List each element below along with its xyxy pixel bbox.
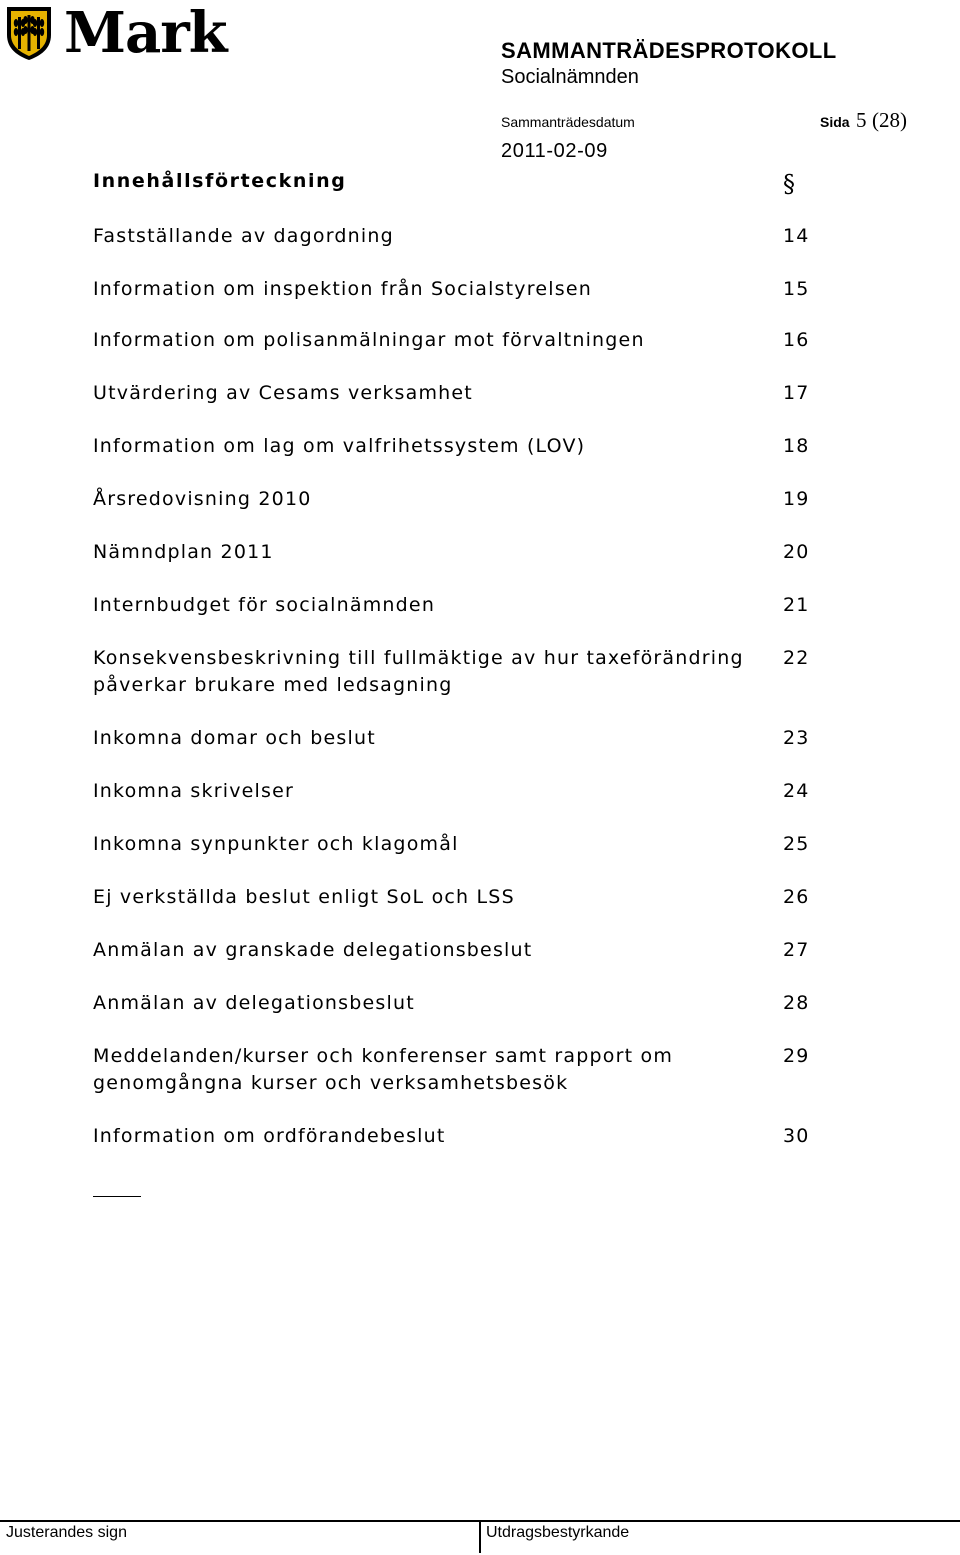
toc-item-title: Konsekvensbeskrivning till fullmäktige av hur taxeförändring påverkar brukare med ledsagning [93, 647, 744, 696]
certification-field-label: Utdragsbestyrkande [486, 1524, 630, 1541]
toc-item-title: Information om ordförandebeslut [93, 1125, 446, 1147]
meeting-date-label: Sammanträdesdatum [501, 114, 635, 130]
toc-item-title: Anmälan av delegationsbeslut [93, 992, 415, 1014]
committee-name: Socialnämnden [501, 66, 639, 88]
toc-item-page: 27 [783, 939, 810, 961]
toc-item-page: 17 [783, 382, 810, 404]
toc-item-title: Information om inspektion från Socialstyrelsen [93, 278, 592, 300]
paragraph-column-header: § [783, 170, 795, 198]
toc-item-title: Information om polisanmälningar mot förvaltningen [93, 329, 645, 351]
meeting-date: 2011-02-09 [501, 140, 608, 162]
toc-item-title: Inkomna skrivelser [93, 780, 295, 802]
page-total: (28) [872, 108, 907, 132]
toc-item-page: 22 [783, 647, 810, 669]
toc-item-page: 29 [783, 1045, 810, 1067]
toc-item-title: Årsredovisning 2010 [93, 488, 312, 510]
municipal-coat-of-arms-icon [4, 5, 54, 61]
toc-item-title: Information om lag om valfrihetssystem (LOV) [93, 435, 586, 457]
toc-item-page: 20 [783, 541, 810, 563]
toc-item-page: 15 [783, 278, 810, 300]
toc-item-title: Internbudget för socialnämnden [93, 594, 436, 616]
toc-item-page: 30 [783, 1125, 810, 1147]
toc-item-page: 14 [783, 225, 810, 247]
toc-item-page: 24 [783, 780, 810, 802]
toc-item-page: 21 [783, 594, 810, 616]
signature-field-label: Justerandes sign [6, 1524, 127, 1541]
toc-item-page: 18 [783, 435, 810, 457]
toc-heading: Innehållsförteckning [93, 170, 347, 192]
toc-item-title: Fastställande av dagordning [93, 225, 394, 247]
page-label: Sida [820, 114, 850, 130]
toc-item-title: Inkomna domar och beslut [93, 727, 376, 749]
toc-item-title: Utvärdering av Cesams verksamhet [93, 382, 473, 404]
footer-divider [479, 1520, 481, 1553]
toc-item-title: Ej verkställda beslut enligt SoL och LSS [93, 886, 515, 908]
section-end-rule [93, 1196, 141, 1197]
toc-item-page: 28 [783, 992, 810, 1014]
toc-item-page: 25 [783, 833, 810, 855]
toc-item-page: 16 [783, 329, 810, 351]
municipality-logo [4, 2, 234, 64]
toc-item-page: 23 [783, 727, 810, 749]
toc-item-page: 26 [783, 886, 810, 908]
toc-item-title: Meddelanden/kurser och konferenser samt rapport om genomgångna kurser och verksamhetsbesök [93, 1045, 674, 1094]
toc-item-page: 19 [783, 488, 810, 510]
page-number: 5 [856, 108, 867, 132]
document-title: SAMMANTRÄDESPROTOKOLL [501, 38, 837, 63]
toc-item-title: Anmälan av granskade delegationsbeslut [93, 939, 533, 961]
toc-item-title: Inkomna synpunkter och klagomål [93, 833, 459, 855]
toc-item-title: Nämndplan 2011 [93, 541, 274, 563]
logo-wordmark: Mark [64, 0, 227, 66]
